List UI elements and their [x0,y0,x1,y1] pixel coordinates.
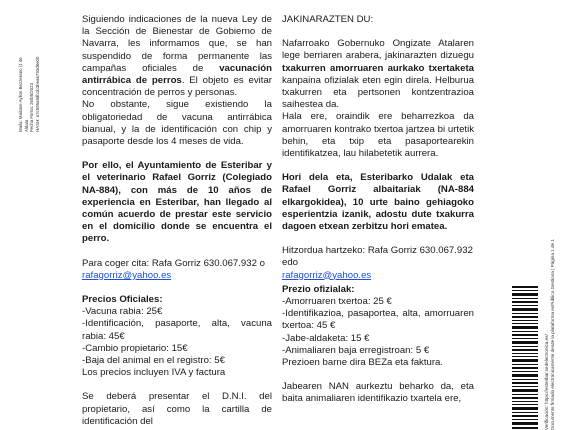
es-paragraph-intro: Siguiendo indicaciones de la nueva Ley de la Sección de Bienestar de Gobierno de Navarra, les informamos que, se han suspendido de forma permanente las campañas oficiales de vacunación antirrábica de perros. El objeto es evitar concentración de perros y personas. [82,14,272,99]
es-price-item: -Identificación, pasaporte, alta, vacuna rabia: 45€ [82,318,272,342]
barcode-icon [512,286,538,430]
es-email-link[interactable]: rafagorriz@yahoo.es [82,269,172,281]
verification-line: Verificación: https://esteribar.sedelectronica.es/ [544,334,549,430]
eu-prices-title: Prezio ofizialak: [282,283,355,295]
es-prices-title: Precios Oficiales: [82,294,163,306]
eu-email-link[interactable]: rafagorriz@yahoo.es [282,269,372,281]
stamp-line: HASH: a7c595a9db1b3bea6793d8e00 [34,56,40,132]
stamp-line: Fecha Firma: 26/05/2023 [29,82,35,132]
signature-stamp-text [18,57,40,132]
verification-sidebar [506,239,570,430]
eu-price-item: -Jabe-aldaketa: 15 € [282,332,370,344]
eu-price-item: -Amorruaren txertoa: 25 € [282,296,392,308]
eu-title: JAKINARAZTEN DU: [282,14,374,25]
es-appointment-text: Para coger cita: Rafa Gorriz 630.067.932 o [82,257,265,269]
verification-text [544,239,556,430]
es-paragraph-dni: Se deberá presentar el D.N.I. del propietario, así como la cartilla de identificación del [82,391,272,427]
es-price-item: -Baja del animal en el registro: 5€ [82,355,225,367]
eu-price-item: -Animaliaren baja erregistroan: 5 € [282,344,430,356]
es-paragraph-obligation: No obstante, sigue existiendo la obligatoriedad de vacuna antirrábica bianual, y la de identificación con chip y pasaporte desde los 4 meses de vida. [82,99,272,148]
es-price-item: -Cambio propietario: 15€ [82,342,188,354]
eu-paragraph-intro: Nafarroako Gobernuko Ongizate Atalaren lege berriaren arabera, jakinarazten dizuegu txakurren amorruaren aurkako txertaketa kanpaina ofizialak eten egin direla. Helburua txakurren eta pertsonen kontzentrazioa saihestea da. [282,38,474,111]
es-paragraph-agreement: Por ello, el Ayuntamiento de Esteribar y el veterinario Rafael Gorriz (Colegiado NA-884), con más de 10 años de experiencia en Esteribar, han llegado al común acuerdo de prestar este servicio en el domicilio donde se encuentra el perro. [82,160,272,245]
eu-appointment-text: Hitzordua hartzeko: Rafa Gorriz 630.067.932 edo [282,245,473,269]
eu-paragraph-agreement: Hori dela eta, Esteribarko Udalak eta Rafael Gorriz albaitariak (NA-884 elkargokidea), 10 urte baino gehiagoko esperientzia izanik, adostu dute txakurra dagoen etxean zerbitzu hori ematea. [282,172,474,233]
stamp-line: Maila: Maitane Ayllon Bezzerano (1 de [18,57,23,132]
eu-paragraph-nan: Jabearen NAN aurkeztu beharko da, eta baita animaliaren identifikazio txartela ere, [282,381,474,405]
es-vaccination-highlight: vacunación antirrábica de perros [82,62,272,87]
signature-stamp [18,12,62,132]
es-price-item: -Vacuna rabia: 25€ [82,306,163,318]
eu-price-note: Prezioen barne dira BEZa eta faktura. [282,357,444,369]
eu-price-item: -Identifikazioa, pasaportea, alta, amorruaren txertoa: 45 € [282,308,474,332]
basque-column [282,0,474,406]
eu-paragraph-obligation: Hala ere, oraindik ere beharrezkoa da amorruaren kontrako txertoa jartzea bi urtetik behin, eta txip eta pasaportearekin identifikatzea, lau hilabetetik aurrera. [282,111,474,160]
eu-vaccination-highlight: txakurren amorruaren aurkako txertaketa [282,62,474,74]
stamp-line: Aldaia [23,119,29,132]
spanish-column [82,0,272,428]
es-price-note: Los precios incluyen IVA y factura [82,367,226,379]
verification-line: Documento firmado electrónicamente desde la plataforma esPublico Gestiona | Página 1 de 1 [550,239,555,430]
